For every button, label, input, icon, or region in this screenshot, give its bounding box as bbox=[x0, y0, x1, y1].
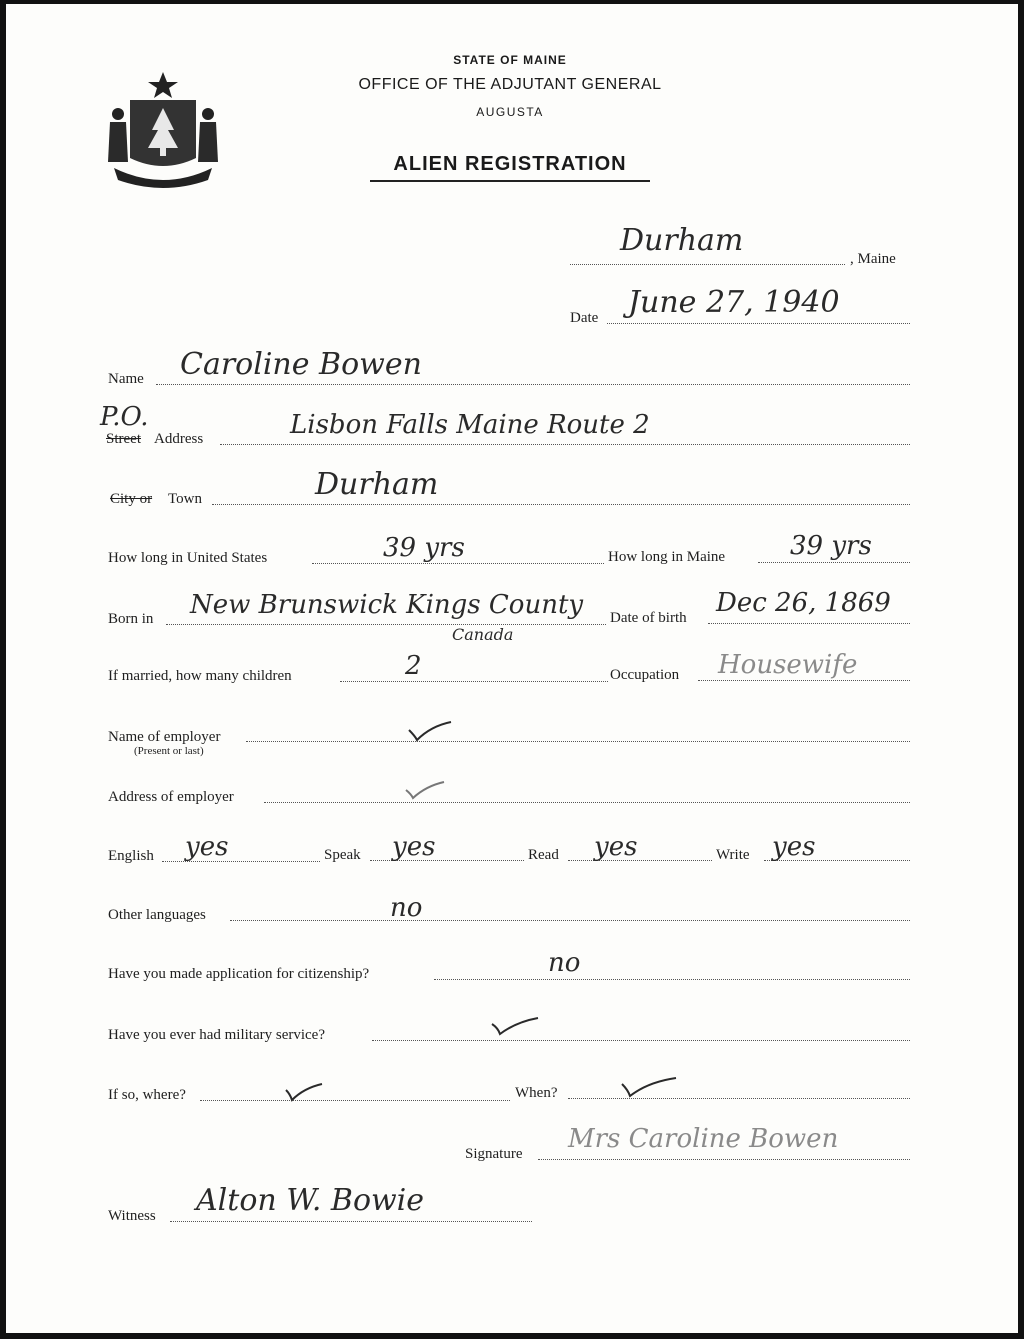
when-checkmark-icon bbox=[618, 1074, 680, 1100]
write-value: yes bbox=[772, 832, 816, 862]
employer-address-checkmark-icon bbox=[402, 778, 448, 802]
address-prefix-struck: Street bbox=[106, 431, 141, 447]
how-long-us-value: 39 yrs bbox=[383, 533, 465, 563]
scan-border-bottom bbox=[0, 1333, 1024, 1339]
military-label: Have you ever had military service? bbox=[108, 1027, 325, 1043]
date-of-birth-value: Dec 26, 1869 bbox=[716, 588, 891, 618]
witness-label: Witness bbox=[108, 1208, 156, 1224]
city-heading: AUGUSTA bbox=[476, 105, 544, 119]
employer-address-label: Address of employer bbox=[108, 789, 234, 805]
occupation-line bbox=[698, 680, 910, 681]
place-line bbox=[570, 264, 845, 265]
children-line bbox=[340, 681, 608, 682]
date-line bbox=[607, 323, 910, 324]
scan-border-top bbox=[0, 0, 1024, 4]
occupation-value: Housewife bbox=[718, 650, 858, 680]
address-value: Lisbon Falls Maine Route 2 bbox=[290, 410, 650, 440]
town-label: Town bbox=[168, 491, 202, 507]
maine-state-seal-icon bbox=[104, 70, 222, 190]
name-line bbox=[156, 384, 910, 385]
how-long-us-label: How long in United States bbox=[108, 550, 268, 566]
born-in-line bbox=[166, 624, 606, 625]
speak-value: yes bbox=[392, 832, 436, 862]
born-in-value: New Brunswick Kings County bbox=[190, 590, 584, 620]
date-value: June 27, 1940 bbox=[628, 285, 840, 320]
read-label: Read bbox=[528, 847, 559, 863]
employer-name-label: Name of employer bbox=[108, 729, 221, 745]
occupation-label: Occupation bbox=[610, 667, 680, 683]
witness-line bbox=[170, 1221, 532, 1222]
children-value: 2 bbox=[405, 651, 422, 681]
children-label: If married, how many children bbox=[108, 668, 292, 684]
other-languages-label: Other languages bbox=[108, 907, 206, 923]
military-checkmark-icon bbox=[488, 1014, 542, 1038]
office-heading: OFFICE OF THE ADJUTANT GENERAL bbox=[358, 76, 662, 93]
title-underline bbox=[370, 180, 650, 182]
citizenship-line bbox=[434, 979, 910, 980]
date-of-birth-line bbox=[708, 623, 910, 624]
signature-value: Mrs Caroline Bowen bbox=[568, 1124, 839, 1154]
where-label: If so, where? bbox=[108, 1087, 186, 1103]
employer-name-checkmark-icon bbox=[405, 718, 455, 744]
other-languages-line bbox=[230, 920, 910, 921]
signature-label: Signature bbox=[465, 1146, 523, 1162]
how-long-maine-value: 39 yrs bbox=[790, 531, 872, 561]
born-in-label: Born in bbox=[108, 611, 154, 627]
where-line bbox=[200, 1100, 510, 1101]
town-prefix-struck: City or bbox=[110, 491, 153, 507]
state-heading: STATE OF MAINE bbox=[453, 53, 567, 67]
english-value: yes bbox=[185, 832, 229, 862]
form-title: ALIEN REGISTRATION bbox=[393, 153, 627, 175]
read-line bbox=[568, 860, 712, 861]
where-checkmark-icon bbox=[282, 1080, 326, 1104]
speak-label: Speak bbox=[324, 847, 361, 863]
english-label: English bbox=[108, 848, 154, 864]
how-long-us-line bbox=[312, 563, 604, 564]
town-value: Durham bbox=[315, 467, 439, 502]
date-of-birth-label: Date of birth bbox=[610, 610, 687, 626]
employer-name-line bbox=[246, 741, 910, 742]
citizenship-value: no bbox=[548, 948, 581, 978]
address-label: Address bbox=[154, 431, 204, 447]
town-line bbox=[212, 504, 910, 505]
when-label: When? bbox=[515, 1085, 558, 1101]
place-value: Durham bbox=[620, 223, 744, 258]
how-long-maine-line bbox=[758, 562, 910, 563]
scan-border-left bbox=[0, 0, 6, 1339]
employer-address-line bbox=[264, 802, 910, 803]
how-long-maine-label: How long in Maine bbox=[608, 549, 726, 565]
witness-value: Alton W. Bowie bbox=[196, 1183, 425, 1218]
signature-line bbox=[538, 1159, 910, 1160]
name-value: Caroline Bowen bbox=[180, 347, 422, 382]
other-languages-value: no bbox=[390, 893, 423, 923]
scan-border-right bbox=[1018, 0, 1024, 1339]
address-line bbox=[220, 444, 910, 445]
employer-name-sublabel: (Present or last) bbox=[134, 745, 204, 757]
name-label: Name bbox=[108, 371, 144, 387]
date-label: Date bbox=[570, 310, 599, 326]
citizenship-label: Have you made application for citizenship? bbox=[108, 966, 370, 982]
address-prefix-handwritten: P.O. bbox=[100, 402, 149, 432]
military-line bbox=[372, 1040, 910, 1041]
born-in-value-line2: Canada bbox=[452, 625, 514, 644]
read-value: yes bbox=[594, 832, 638, 862]
write-label: Write bbox=[716, 847, 750, 863]
place-suffix: , Maine bbox=[850, 251, 896, 267]
